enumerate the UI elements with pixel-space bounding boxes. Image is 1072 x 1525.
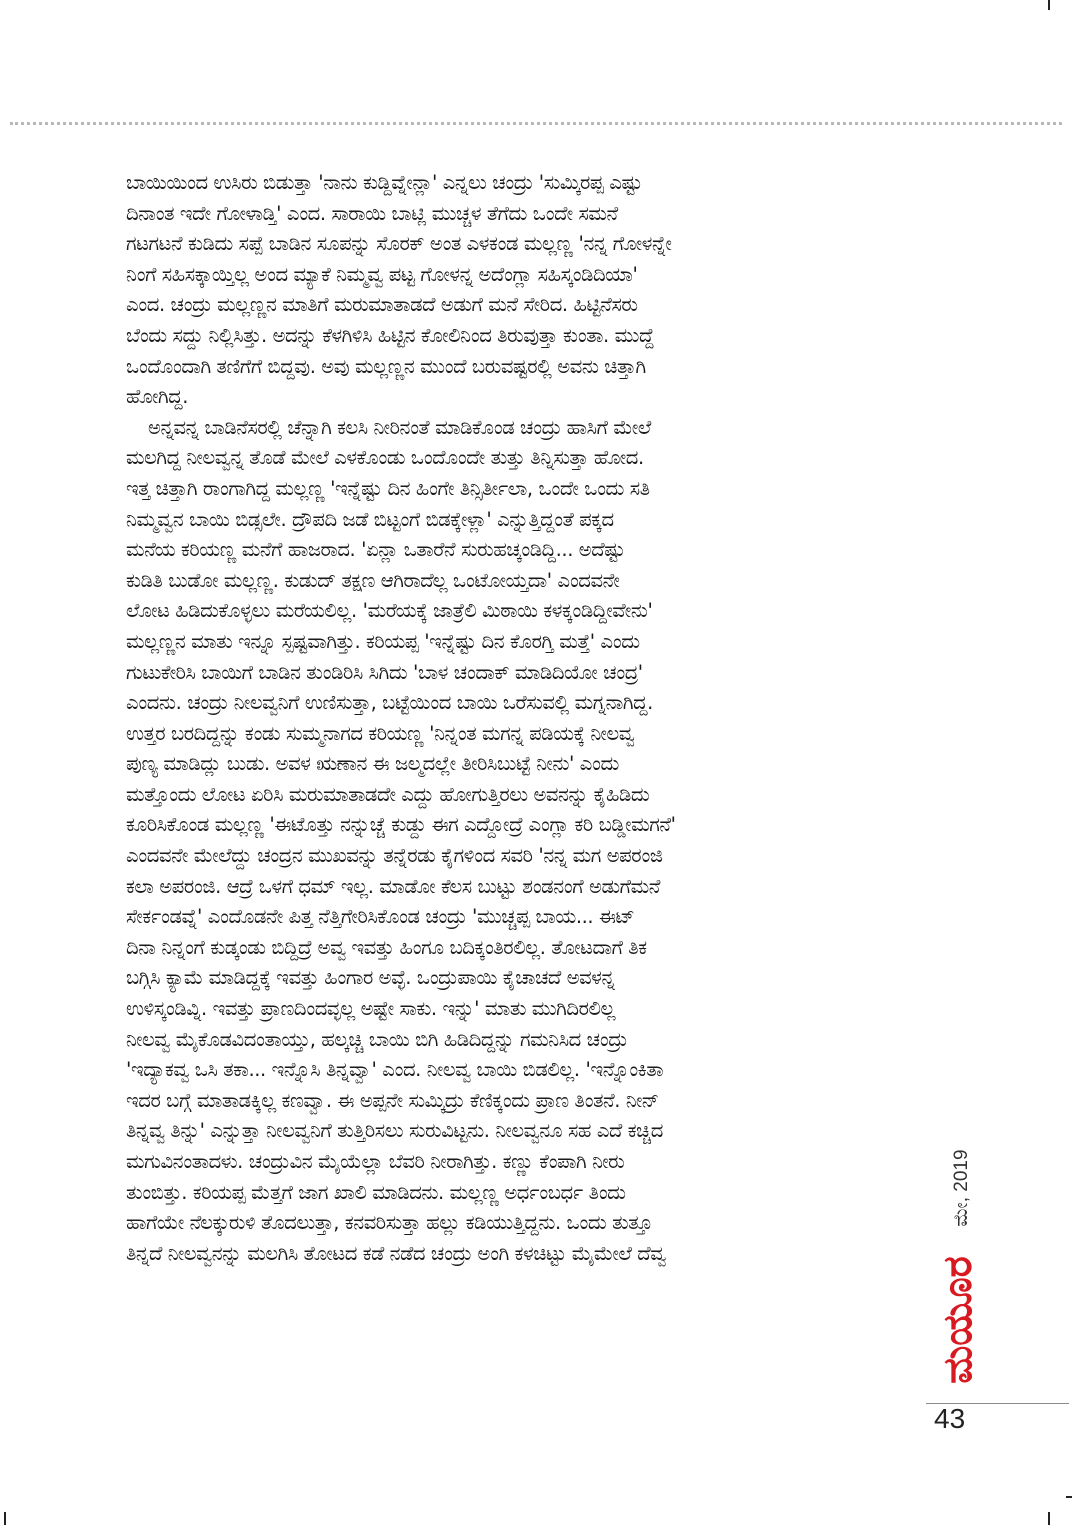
article-line: ದಿನಾ ನಿನ್ನಂಗೆ ಕುಡ್ಕಂಡು ಬಿದ್ದಿದ್ರೆ ಅವ್ವ ಇವತ್ತು ಹಿಂಗೂ ಬದಿಕ್ಕಂತಿರಲಿಲ್ಲ. ತೋಟದಾಗೆ ತಿಕ [126, 935, 647, 959]
crop-mark-bottom-right [1048, 1512, 1050, 1525]
article-line: ನಿಮ್ಮವ್ವನ ಬಾಯಿ ಬಿಡ್ಸಲೇ. ದ್ರೌಪದಿ ಜಡೆ ಬಿಟ್ಟಂಗೆ ಬಿಡಕ್ಕೇಳ್ಲಾ' ಎನ್ನುತ್ತಿದ್ದಂತೆ ಪಕ್ಕದ [126, 507, 614, 531]
article-line: ಬಾಯಿಯಿಂದ ಉಸಿರು ಬಿಡುತ್ತಾ 'ನಾನು ಕುಡ್ದಿವ್ನೇನ್ಲಾ' ಎನ್ನಲು ಚಂದ್ರು 'ಸುಮ್ಕಿರಪ್ಪ ಎಷ್ಟು [126, 171, 642, 194]
article-line: ಇದರ ಬಗ್ಗೆ ಮಾತಾಡಕ್ಕಿಲ್ಲ ಕಣವ್ವಾ. ಈ ಅಪ್ಪನೇ ಸುಮ್ಕಿದ್ರು ಕೆಣಿಕ್ಕಂದು ಪ್ರಾಣ ತಿಂತನೆ. ನೀನ್ [126, 1088, 659, 1112]
crop-mark-right-edge [1066, 1496, 1072, 1498]
article-line: ದಿನಾಂತ ಇದೇ ಗೋಳಾಡ್ತಿ' ಎಂದ. ಸಾರಾಯಿ ಬಾಟ್ಲಿ ಮುಚ್ಚಳ ತೆಗೆದು ಒಂದೇ ಸಮನೆ [126, 201, 618, 225]
crop-mark-top-right [1048, 0, 1050, 10]
article-line: ಎಂದನು. ಚಂದ್ರು ನೀಲವ್ವನಿಗೆ ಉಣಿಸುತ್ತಾ, ಬಟ್ಟೆಯಿಂದ ಬಾಯಿ ಒರೆಸುವಲ್ಲಿ ಮಗ್ನನಾಗಿದ್ದ. [126, 691, 653, 715]
article-line: ಬಗ್ಗಿಸಿ ಕ್ಯಾಮೆ ಮಾಡಿದ್ದಕ್ಕೆ ಇವತ್ತು ಹಿಂಗಾರ ಅವ್ಳೆ. ಒಂದ್ರುಪಾಯಿ ಕೈಚಾಚದೆ ಅವಳನ್ನ [126, 966, 615, 990]
article-line: ಎಂದವನೇ ಮೇಲೆದ್ದು ಚಂದ್ರನ ಮುಖವನ್ನು ತನ್ನೆರಡು ಕೈಗಳಿಂದ ಸವರಿ 'ನನ್ನ ಮಗ ಅಪರಂಜಿ [126, 844, 663, 868]
issue-date [932, 1128, 992, 1248]
article-line: ಗುಟುಕೇರಿಸಿ ಬಾಯಿಗೆ ಬಾಡಿನ ತುಂಡಿರಿಸಿ ಸಿಗಿದು 'ಬಾಳ ಚಂದಾಕ್ ಮಾಡಿದಿಯೋ ಚಂದ್ರ' [126, 660, 643, 684]
article-line: ಪುಣ್ಯ ಮಾಡಿದ್ಲು ಬುಡು. ಅವಳ ಋಣಾನ ಈ ಜಲ್ಮದಲ್ಲೇ ತೀರಿಸಿಬುಟ್ಟೆ ನೀನು' ಎಂದು [126, 752, 619, 776]
article-line: ಮತ್ತೊಂದು ಲೋಟ ಏರಿಸಿ ಮರುಮಾತಾಡದೇ ಎದ್ದು ಹೋಗುತ್ತಿರಲು ಅವನನ್ನು ಕೈಹಿಡಿದು [126, 782, 650, 806]
article-line: ಹೋಗಿದ್ದ. [126, 385, 188, 409]
article-line: ಸೇರ್ಕಂಡವ್ನೆ' ಎಂದೊಡನೇ ಪಿತ್ತ ನೆತ್ತಿಗೇರಿಸಿಕೊಂಡ ಚಂದ್ರು 'ಮುಚ್ಚಪ್ಪ ಬಾಯ... ಈಟ್ [126, 905, 635, 929]
article-line: ಬೆಂದು ಸದ್ದು ನಿಲ್ಲಿಸಿತ್ತು. ಅದನ್ನು ಕೆಳಗಿಳಿಸಿ ಹಿಟ್ಟಿನ ಕೋಲಿನಿಂದ ತಿರುವುತ್ತಾ ಕುಂತಾ. ಮುದ್ದೆ [126, 323, 654, 347]
article-line: ಕಲಾ ಅಪರಂಜಿ. ಆದ್ರೆ ಒಳಗೆ ಧಮ್ ಇಲ್ಲ. ಮಾಡೋ ಕೆಲಸ ಬುಟ್ಟು ಶಂಡನಂಗೆ ಅಡುಗೆಮನೆ [126, 874, 660, 898]
article-line: ಮಲಗಿದ್ದ ನೀಲವ್ವನ್ನ ತೊಡೆ ಮೇಲೆ ಎಳಕೊಂಡು ಒಂದೊಂದೇ ತುತ್ತು ತಿನ್ನಿಸುತ್ತಾ ಹೋದ. [126, 446, 644, 470]
article-line: ಇತ್ತ ಚಿತ್ತಾಗಿ ರಾಂಗಾಗಿದ್ದ ಮಲ್ಲಣ್ಣ 'ಇನ್ನೆಷ್ಟು ದಿನ ಹಿಂಗೇ ತಿನ್ಸಿರ್ತೀಲಾ, ಒಂದೇ ಒಂದು ಸತಿ [126, 476, 650, 500]
article-line: ತಿನ್ನವ್ವ ತಿನ್ನು' ಎನ್ನುತ್ತಾ ನೀಲವ್ವನಿಗೆ ತುತ್ತಿರಿಸಲು ಸುರುವಿಟ್ಟನು. ನೀಲವ್ವನೂ ಸಹ ಎದೆ ಕಚ್ಚಿದ [126, 1119, 663, 1143]
article-line: ತಿನ್ನದೆ ನೀಲವ್ವನನ್ನು ಮಲಗಿಸಿ ತೋಟದ ಕಡೆ ನಡೆದ ಚಂದ್ರು ಅಂಗಿ ಕಳಚಿಟ್ಟು ಮೈಮೇಲೆ ದೆವ್ವ [126, 1241, 666, 1265]
article-line: ಕುಡಿತಿ ಬುಡೋ ಮಲ್ಲಣ್ಣ. ಕುಡುದ್ ತಕ್ಷಣ ಆಗಿರಾದೆಲ್ಲ ಒಂಟೋಯ್ತದಾ' ಎಂದವನೇ [126, 568, 620, 592]
issue-date-text: ಮೇ, 2019 [951, 1149, 972, 1227]
article-line: ತುಂಬಿತ್ತು. ಕರಿಯಪ್ಪ ಮೆತ್ತಗೆ ಜಾಗ ಖಾಲಿ ಮಾಡಿದನು. ಮಲ್ಲಣ್ಣ ಅರ್ಧಂಬರ್ಧ ತಿಂದು [126, 1180, 626, 1204]
article-line: ಗಟಗಟನೆ ಕುಡಿದು ಸಪ್ಪೆ ಬಾಡಿನ ಸೂಪನ್ನು ಸೊರಕ್ ಅಂತ ಎಳಕಂಡ ಮಲ್ಲಣ್ಣ 'ನನ್ನ ಗೋಳನ್ನೇ [126, 232, 672, 256]
article-line: 'ಇದ್ಯಾಕವ್ವ ಒಸಿ ತಕಾ... ಇನ್ನೊಸಿ ತಿನ್ನವ್ವಾ' ಎಂದ. ನೀಲವ್ವ ಬಾಯಿ ಬಿಡಲಿಲ್ಲ. 'ಇನ್ನೊಂಕಿತಾ [126, 1058, 664, 1082]
magazine-masthead [930, 1250, 986, 1390]
article-line: ಕೂರಿಸಿಕೊಂಡ ಮಲ್ಲಣ್ಣ 'ಈಟೊತ್ತು ನನ್ನುಚ್ಚೆ ಕುಡ್ದು ಈಗ ಎದ್ದೋದ್ರೆ ಎಂಗ್ಲಾ ಕರಿ ಬಡ್ಡೀಮಗನೆ' [126, 813, 676, 837]
article-line: ಮಗುವಿನಂತಾದಳು. ಚಂದ್ರುವಿನ ಮೈಯೆಲ್ಲಾ ಬೆವರಿ ನೀರಾಗಿತ್ತು. ಕಣ್ಣು ಕೆಂಪಾಗಿ ನೀರು [126, 1150, 625, 1173]
article-line: ಉತ್ತರ ಬರದಿದ್ದನ್ನು ಕಂಡು ಸುಮ್ಮನಾಗದ ಕರಿಯಣ್ಣ 'ನಿನ್ನಂತ ಮಗನ್ನ ಪಡಿಯಕ್ಕೆ ನೀಲವ್ವ [126, 721, 635, 745]
article-line: ನಿಂಗೆ ಸಹಿಸಕ್ಕಾಯ್ತಿಲ್ಲ ಅಂದ ಮ್ಯಾಕೆ ನಿಮ್ಮವ್ವ ಪಟ್ಟ ಗೋಳನ್ನ ಅದೆಂಗ್ಲಾ ಸಹಿಸ್ಕಂಡಿದಿಯಾ' [126, 262, 638, 286]
article-line: ಎಂದ. ಚಂದ್ರು ಮಲ್ಲಣ್ಣನ ಮಾತಿಗೆ ಮರುಮಾತಾಡದೆ ಅಡುಗೆ ಮನೆ ಸೇರಿದ. ಹಿಟ್ಟಿನೆಸರು [126, 293, 638, 317]
page-number: 43 [934, 1403, 966, 1434]
article-line: ಮಲ್ಲಣ್ಣನ ಮಾತು ಇನ್ನೂ ಸ್ಪಷ್ಟವಾಗಿತ್ತು. ಕರಿಯಪ್ಪ 'ಇನ್ನೆಷ್ಟು ದಿನ ಕೊರಗ್ತಿ ಮತ್ತೆ' ಎಂದು [126, 629, 640, 653]
article-line: ಅನ್ನವನ್ನ ಬಾಡಿನೆಸರಲ್ಲಿ ಚೆನ್ನಾಗಿ ಕಲಸಿ ನೀರಿನಂತೆ ಮಾಡಿಕೊಂಡ ಚಂದ್ರು ಹಾಸಿಗೆ ಮೇಲೆ [148, 415, 651, 439]
magazine-masthead-text: ಮಯೂರ [935, 1256, 981, 1384]
crop-mark-bottom-left [4, 1512, 6, 1525]
article-line: ಹಾಗೆಯೇ ನೆಲಕ್ಕುರುಳಿ ತೊದಲುತ್ತಾ, ಕನವರಿಸುತ್ತಾ ಹಲ್ಲು ಕಡಿಯುತ್ತಿದ್ದನು. ಒಂದು ತುತ್ತೂ [126, 1211, 653, 1235]
article-body [126, 168, 888, 1269]
article-line: ಒಂದೊಂದಾಗಿ ತಣಿಗೆಗೆ ಬಿದ್ದವು. ಅವು ಮಲ್ಲಣ್ಣನ ಮುಂದೆ ಬರುವಷ್ಟರಲ್ಲಿ ಅವನು ಚಿತ್ತಾಗಿ [126, 354, 646, 378]
header-dotted-rule [10, 122, 1062, 125]
article-line: ಉಳಿಸ್ಕಂಡಿವ್ನಿ. ಇವತ್ತು ಪ್ರಾಣದಿಂದವ್ಳಲ್ಲ ಅಷ್ಟೇ ಸಾಕು. ಇನ್ನು' ಮಾತು ಮುಗಿದಿರಲಿಲ್ಲ [126, 997, 616, 1021]
article-line: ಮನೆಯ ಕರಿಯಣ್ಣ ಮನೆಗೆ ಹಾಜರಾದ. 'ಏನ್ಲಾ ಒತಾರೆನೆ ಸುರುಹಚ್ಕಂಡಿದ್ದಿ... ಅದೆಷ್ಟು [126, 538, 625, 562]
article-line: ಲೋಟ ಹಿಡಿದುಕೊಳ್ಳಲು ಮರೆಯಲಿಲ್ಲ. 'ಮರೆಯಕ್ಕೆ ಜಾತ್ರೆಲಿ ಮಿಠಾಯಿ ಕಳಕ್ಕಂಡಿದ್ದೀವೇನು' [126, 599, 653, 623]
article-line: ನೀಲವ್ವ ಮೈಕೊಡವಿದಂತಾಯ್ತು, ಹಲ್ಕಚ್ಚಿ ಬಾಯಿ ಬಿಗಿ ಹಿಡಿದಿದ್ದನ್ನು ಗಮನಿಸಿದ ಚಂದ್ರು [126, 1027, 628, 1051]
